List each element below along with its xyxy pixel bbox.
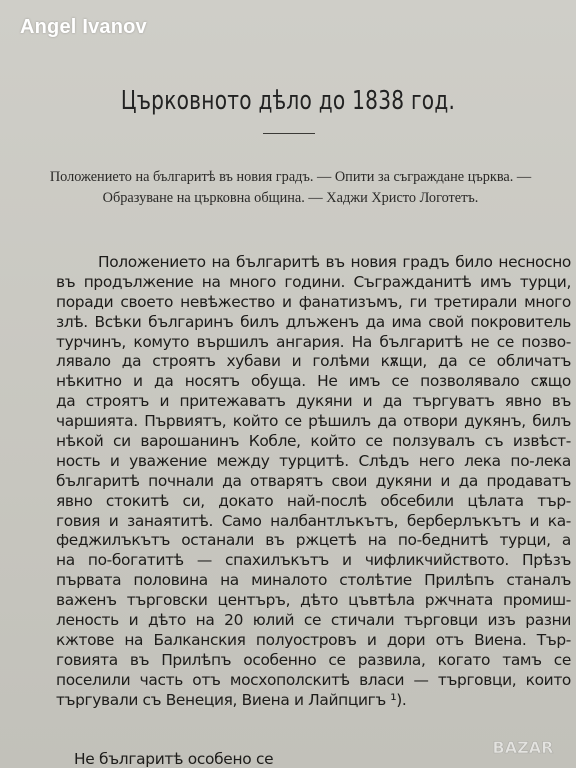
body-line: говията въ Прилѣпъ особенно се развила, когато тамъ се bbox=[56, 650, 571, 669]
chapter-title: Църковното дѣло до 1838 год. bbox=[120, 86, 456, 116]
body-line: ность и уважение между турцитѣ. Слѣдъ него лека по-лека bbox=[56, 451, 571, 470]
body-line: феджилъкътъ останали въ ржцетѣ на по-беднитѣ турци, а bbox=[56, 531, 571, 550]
brand-text: BAZAR bbox=[492, 738, 554, 757]
summary-line: Образуване на църковна община. — Хаджи Христо Логотетъ. bbox=[102, 190, 479, 206]
body-line: първата половина на миналото столѣтие Прилѣпъ станалъ bbox=[56, 571, 571, 590]
body-line: турчинъ, комуто вършилъ ангария. На българитѣ не се позво- bbox=[56, 332, 571, 351]
watermark-text: Angel Ivanov bbox=[20, 16, 147, 38]
body-line: явно стокитѣ си, докато най-послѣ обсебили цѣлата тър- bbox=[56, 491, 571, 510]
body-line: поселили часть отъ мосхополскитѣ власи — търговци, които bbox=[56, 670, 571, 689]
body-line: поради своето невѣжество и фанатизъмъ, ги третирали много bbox=[56, 292, 571, 311]
title-divider bbox=[263, 133, 315, 134]
body-line: нѣкитно и да носятъ обуща. Не имъ се позволявало сѫщо bbox=[56, 372, 571, 391]
body-line: въ продължение на много години. Съгражданитѣ имъ турци, bbox=[56, 272, 571, 291]
body-line: лявало да строятъ хубави и голѣми кѫщи, да се обличатъ bbox=[56, 352, 571, 371]
body-line: важенъ търговски центъръ, дѣто цъвтѣла ржчната промиш- bbox=[56, 591, 571, 610]
body-line: търгували съ Венеция, Виена и Лайпцигъ ¹). bbox=[56, 690, 407, 709]
body-line: злѣ. Всѣки българинъ билъ длъженъ да има свой покровитель bbox=[56, 312, 571, 331]
body-line: чаршията. Първиятъ, който се рѣшилъ да отвори дукянъ, билъ bbox=[56, 412, 571, 431]
body-line: кжтове на Балканския полуостровъ и дори отъ Виена. Тър- bbox=[56, 630, 571, 649]
chapter-summary bbox=[18, 167, 563, 209]
body-line: на по-богатитѣ — спахилъкътъ и чифликчийството. Прѣзъ bbox=[56, 551, 571, 570]
body-line: леность и дѣто на 20 юлий се стичали търговци изъ разни bbox=[56, 611, 571, 630]
body-line: българитѣ почнали да отварятъ свои дукяни и да продаватъ bbox=[56, 471, 571, 490]
body-line: да строятъ и притежаватъ дукяни и да търгуватъ явно въ bbox=[56, 392, 571, 411]
summary-line: Положението на българитѣ въ новия градъ. — Опити за съграждане църква. — bbox=[49, 169, 532, 185]
body-line: нѣкой си варошанинъ Кобле, който се ползувалъ съ извѣст- bbox=[56, 432, 571, 451]
partial-next-line: Не българитѣ особено се bbox=[74, 750, 274, 768]
body-line: говия и занаятитѣ. Само налбантлъкътъ, берберлъкътъ и ка- bbox=[56, 511, 571, 530]
body-line: Положението на българитѣ въ новия градъ било несносно bbox=[98, 253, 571, 271]
body-paragraph bbox=[56, 253, 571, 710]
bazar-logo-icon bbox=[480, 732, 566, 762]
